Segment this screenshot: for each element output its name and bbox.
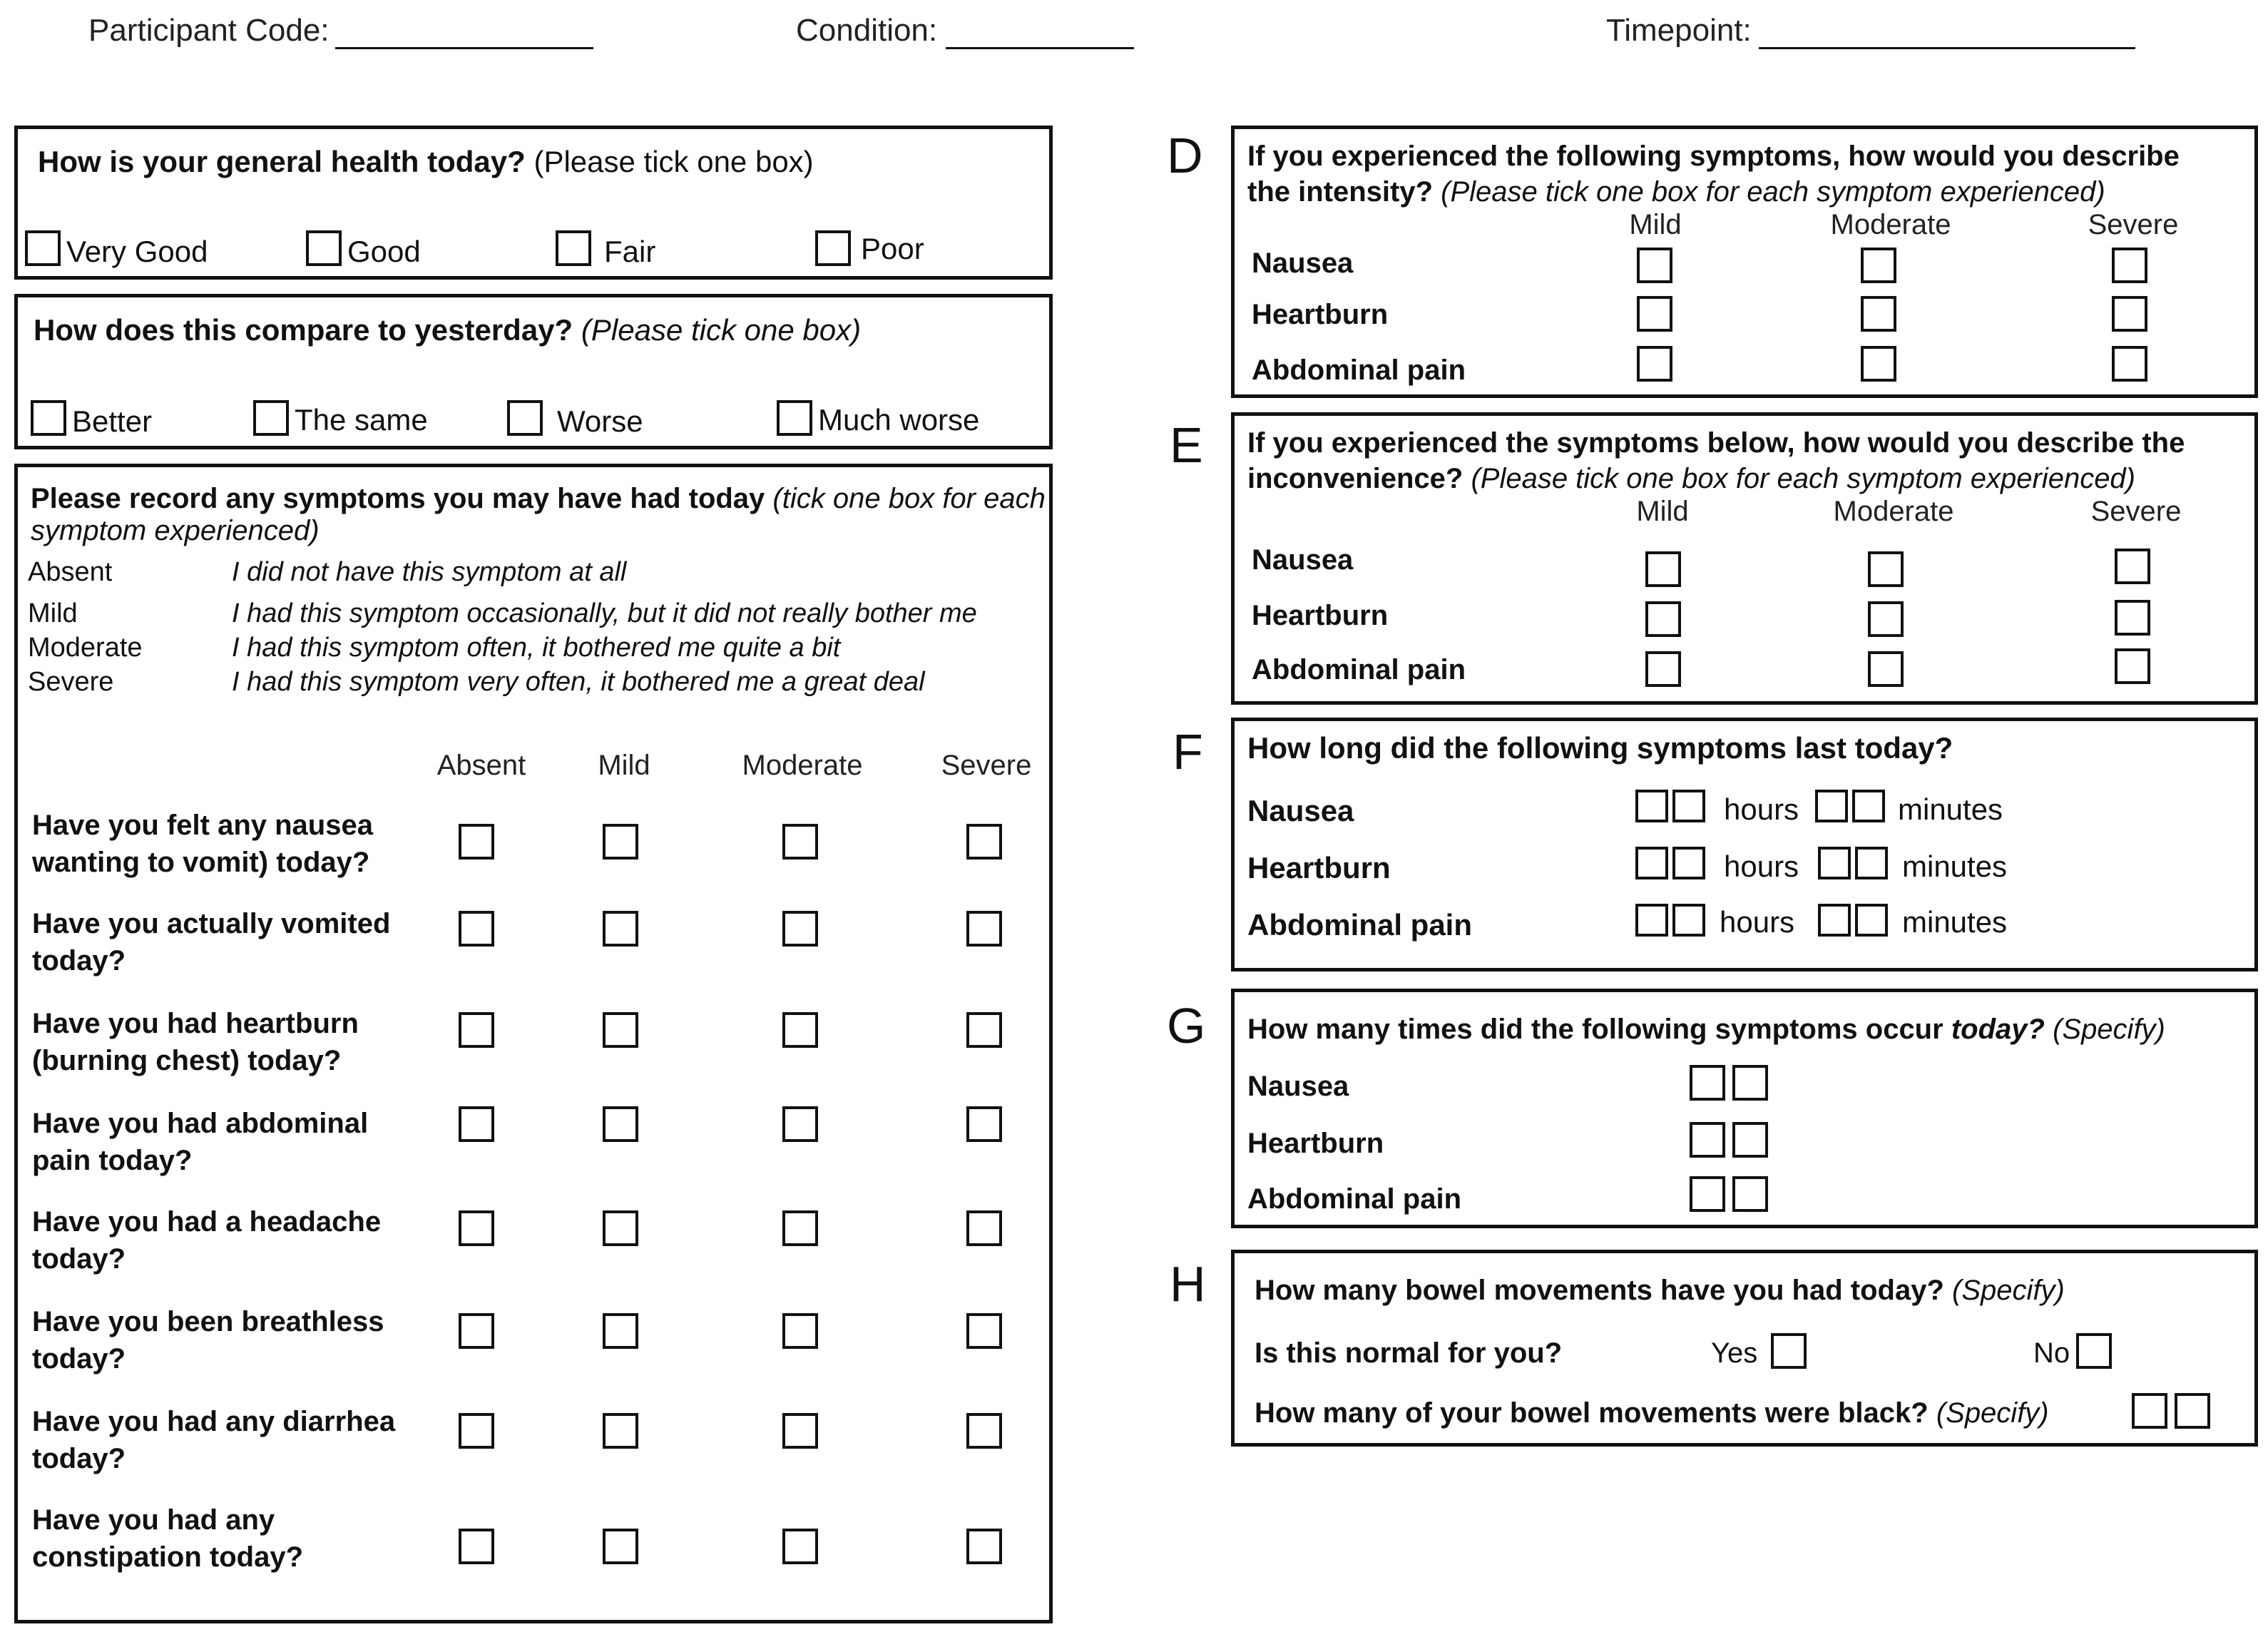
symptom-checkbox[interactable]	[459, 1413, 494, 1449]
section-d-checkbox[interactable]	[2112, 296, 2147, 332]
section-g-count-digit[interactable]	[1732, 1122, 1768, 1158]
compare-checkbox-much-worse[interactable]	[777, 400, 812, 436]
compare-option-label: Worse	[557, 404, 643, 438]
participant-code-field[interactable]	[335, 47, 593, 49]
legend-term: Severe	[28, 667, 114, 697]
legend-definition: I had this symptom often, it bothered me quite a bit	[232, 633, 841, 663]
symptom-question: Have you had any constipation today?	[32, 1504, 303, 1573]
section-g-count-digit[interactable]	[1732, 1176, 1768, 1212]
symptom-checkbox[interactable]	[966, 1529, 1002, 1564]
legend-definition: I had this symptom occasionally, but it did not really bother me	[232, 598, 977, 628]
symptom-checkbox[interactable]	[603, 1106, 638, 1142]
section-g-row-label: Heartburn	[1247, 1128, 1384, 1159]
section-e-row-label: Nausea	[1252, 544, 1354, 576]
section-f-question: How long did the following symptoms last today?	[1247, 731, 1953, 765]
compare-yesterday-panel	[14, 294, 1053, 449]
section-f-hours-digit[interactable]	[1635, 847, 1668, 879]
section-d-checkbox[interactable]	[1861, 248, 1896, 283]
section-e-instruction: (Please tick one box for each symptom experienced)	[1471, 463, 2135, 494]
section-g-question: How many times did the following symptoms occur	[1247, 1014, 1943, 1045]
symptom-question: Have you had abdominal pain today?	[32, 1108, 369, 1176]
column-header-mild: Mild	[598, 750, 650, 781]
section-f-minutes-label: minutes	[1902, 850, 2008, 883]
section-d-row-label: Nausea	[1252, 248, 1354, 279]
section-d-checkbox[interactable]	[2112, 346, 2147, 382]
symptom-question: Have you actually vomited today?	[32, 908, 391, 976]
section-g-row-label: Abdominal pain	[1247, 1183, 1461, 1215]
section-f-minutes-digit[interactable]	[1855, 904, 1888, 937]
compare-yesterday-question-line	[34, 313, 861, 347]
general-health-checkbox-very-good[interactable]	[25, 230, 61, 266]
section-f-hours-digit[interactable]	[1672, 790, 1705, 822]
section-e-checkbox[interactable]	[2115, 648, 2150, 684]
column-header-absent: Absent	[436, 750, 526, 781]
section-d-checkbox[interactable]	[1861, 296, 1896, 332]
section-d-checkbox[interactable]	[1861, 346, 1896, 382]
section-h-yes-label: Yes	[1711, 1337, 1758, 1369]
compare-option-label: Better	[72, 404, 153, 438]
symptom-checkbox[interactable]	[782, 1413, 818, 1449]
section-d-row-label: Heartburn	[1252, 299, 1389, 330]
section-h-yes-checkbox[interactable]	[1771, 1333, 1807, 1369]
column-header-severe: Severe	[941, 750, 1032, 781]
participant-code-label: Participant Code:	[88, 13, 330, 48]
symptom-checkbox[interactable]	[603, 1413, 638, 1449]
general-health-checkbox-fair[interactable]	[556, 230, 591, 266]
section-f-hours-digit[interactable]	[1672, 847, 1705, 879]
timepoint-field[interactable]	[1759, 47, 2135, 49]
symptom-question: Have you had any diarrhea today?	[32, 1406, 396, 1474]
symptom-checkbox[interactable]	[459, 911, 494, 947]
symptom-checkbox[interactable]	[966, 1413, 1002, 1449]
symptom-checkbox[interactable]	[966, 1210, 1002, 1246]
section-d-letter: D	[1167, 128, 1203, 183]
section-g-row-label: Nausea	[1247, 1071, 1349, 1102]
section-f-minutes-label: minutes	[1902, 905, 2008, 939]
symptom-checkbox[interactable]	[603, 824, 638, 860]
section-d-checkbox[interactable]	[1637, 346, 1672, 382]
timepoint-label: Timepoint:	[1606, 13, 1752, 48]
symptom-checkbox[interactable]	[459, 1313, 494, 1349]
legend-term: Moderate	[28, 633, 143, 663]
section-e-checkbox[interactable]	[1645, 551, 1681, 587]
symptom-question: Have you had heartburn (burning chest) today?	[32, 1008, 359, 1076]
symptom-checkbox[interactable]	[782, 1529, 818, 1564]
section-f-letter: F	[1173, 724, 1203, 780]
section-h-q3-instruction: (Specify)	[1936, 1397, 2049, 1429]
section-e-question: If you experienced the symptoms below, how would you describe the	[1247, 427, 2185, 459]
symptom-question: Have you had a headache today?	[32, 1206, 382, 1275]
symptom-checkbox[interactable]	[782, 911, 818, 947]
symptom-checkbox[interactable]	[966, 911, 1002, 947]
section-h-letter: H	[1170, 1256, 1206, 1312]
section-g-question-line	[1247, 1014, 2165, 1046]
section-e-checkbox[interactable]	[2115, 600, 2150, 636]
section-f-hours-digit[interactable]	[1635, 904, 1668, 937]
section-f-minutes-digit[interactable]	[1818, 904, 1851, 937]
section-f-panel	[1231, 718, 2258, 972]
symptom-question: Have you felt any nausea wanting to vomit) today?	[32, 810, 373, 878]
section-e-checkbox[interactable]	[1868, 651, 1904, 687]
compare-yesterday-question: How does this compare to yesterday?	[34, 313, 573, 347]
section-e-checkbox[interactable]	[1645, 651, 1681, 687]
legend-term: Absent	[28, 557, 113, 587]
section-d-col-moderate: Moderate	[1830, 209, 1951, 240]
legend-definition: I did not have this symptom at all	[232, 557, 627, 587]
section-h-q1-instruction: (Specify)	[1952, 1275, 2065, 1306]
section-e-row-label: Heartburn	[1252, 600, 1389, 631]
general-health-checkbox-poor[interactable]	[815, 230, 851, 266]
section-g-instruction: (Specify)	[2053, 1014, 2165, 1045]
symptom-checkbox[interactable]	[603, 911, 638, 947]
section-g-panel	[1231, 989, 2258, 1228]
section-g-count-digit[interactable]	[1732, 1065, 1768, 1101]
section-f-row-label: Heartburn	[1247, 851, 1391, 884]
section-h-q2: Is this normal for you?	[1255, 1337, 1563, 1369]
symptom-checkbox[interactable]	[782, 824, 818, 860]
condition-label: Condition:	[796, 13, 938, 48]
symptom-question: Have you been breathless today?	[32, 1306, 384, 1375]
section-g-count-digit[interactable]	[1690, 1122, 1725, 1158]
general-health-option-label: Very Good	[66, 235, 208, 268]
symptom-checkbox[interactable]	[966, 1012, 1002, 1048]
symptom-checkbox[interactable]	[966, 1313, 1002, 1349]
section-d-panel	[1231, 126, 2258, 398]
section-h-no-label: No	[2033, 1337, 2070, 1369]
section-d-checkbox[interactable]	[1637, 248, 1672, 283]
section-f-hours-digit[interactable]	[1672, 904, 1705, 937]
general-health-option-label: Fair	[604, 235, 656, 268]
symptom-checkbox[interactable]	[782, 1210, 818, 1246]
symptoms-heading: Please record any symptoms you may have had today	[31, 483, 765, 514]
symptom-checkbox[interactable]	[782, 1313, 818, 1349]
section-d-checkbox[interactable]	[1637, 296, 1672, 332]
legend-definition: I had this symptom very often, it bothered me a great deal	[232, 667, 925, 697]
symptom-checkbox[interactable]	[782, 1012, 818, 1048]
section-f-row-label: Abdominal pain	[1247, 908, 1472, 942]
symptom-checkbox[interactable]	[782, 1106, 818, 1142]
symptom-checkbox[interactable]	[966, 1106, 1002, 1142]
section-g-count-digit[interactable]	[1690, 1176, 1725, 1212]
section-f-minutes-digit[interactable]	[1855, 847, 1888, 879]
compare-yesterday-instruction: (Please tick one box)	[581, 313, 862, 347]
section-e-checkbox[interactable]	[2115, 549, 2150, 584]
section-d-question: If you experienced the following symptoms, how would you describe	[1247, 141, 2180, 172]
condition-field[interactable]	[946, 47, 1134, 49]
general-health-panel	[14, 126, 1053, 280]
symptom-checkbox[interactable]	[603, 1210, 638, 1246]
column-header-moderate: Moderate	[742, 750, 863, 781]
general-health-option-label: Good	[347, 235, 421, 268]
general-health-instruction: (Please tick one box)	[533, 145, 814, 178]
section-g-count-digit[interactable]	[1690, 1065, 1725, 1101]
section-h-q3: How many of your bowel movements were black?	[1255, 1397, 1929, 1429]
section-f-minutes-digit[interactable]	[1815, 790, 1848, 822]
section-h-panel	[1231, 1250, 2258, 1447]
general-health-option-label: Poor	[861, 232, 924, 265]
symptom-checkbox[interactable]	[603, 1313, 638, 1349]
section-f-row-label: Nausea	[1247, 794, 1354, 827]
compare-option-label: Much worse	[818, 403, 980, 437]
symptom-checkbox[interactable]	[966, 824, 1002, 860]
section-d-question-line2: the intensity? (Please tick one box for each symptom experienced)	[1247, 176, 2105, 208]
section-e-letter: E	[1170, 417, 1203, 473]
section-f-hours-label: hours	[1724, 850, 1799, 883]
compare-checkbox-worse[interactable]	[507, 400, 543, 436]
legend-term: Mild	[28, 598, 78, 628]
section-e-col-moderate: Moderate	[1833, 496, 1954, 527]
section-e-question-line2: inconvenience? (Please tick one box for each symptom experienced)	[1247, 463, 2135, 494]
section-f-minutes-label: minutes	[1898, 792, 2003, 826]
section-e-panel	[1231, 412, 2258, 705]
section-d-col-mild: Mild	[1629, 209, 1682, 240]
section-e-col-severe: Severe	[2090, 496, 2182, 527]
section-h-black-count-digit[interactable]	[2132, 1393, 2167, 1429]
symptoms-instruction: (tick one box for each symptom experienced)	[31, 483, 1046, 546]
section-f-minutes-digit[interactable]	[1852, 790, 1885, 822]
section-f-minutes-digit[interactable]	[1818, 847, 1851, 879]
section-e-checkbox[interactable]	[1868, 601, 1904, 637]
section-d-row-label: Abdominal pain	[1252, 355, 1466, 386]
section-d-checkbox[interactable]	[2112, 248, 2147, 283]
general-health-question: How is your general health today?	[38, 145, 526, 178]
section-e-checkbox[interactable]	[1868, 551, 1904, 587]
section-h-q3-line	[1255, 1397, 2049, 1429]
symptom-checkbox[interactable]	[603, 1529, 638, 1564]
section-d-col-severe: Severe	[2088, 209, 2179, 240]
compare-checkbox-the-same[interactable]	[253, 400, 289, 436]
general-health-question-line	[38, 145, 814, 179]
section-h-q1-line	[1255, 1275, 2065, 1307]
symptom-checkbox[interactable]	[459, 1106, 494, 1142]
section-h-q1: How many bowel movements have you had today?	[1255, 1275, 1944, 1306]
symptom-checkbox[interactable]	[459, 824, 494, 860]
section-h-no-checkbox[interactable]	[2076, 1333, 2112, 1369]
section-h-black-count-digit[interactable]	[2175, 1393, 2210, 1429]
section-d-instruction: (Please tick one box for each symptom experienced)	[1441, 176, 2105, 208]
section-f-hours-label: hours	[1724, 792, 1799, 826]
section-g-letter: G	[1167, 998, 1206, 1054]
section-e-row-label: Abdominal pain	[1252, 654, 1466, 685]
section-f-hours-digit[interactable]	[1635, 790, 1668, 822]
symptom-checkbox[interactable]	[459, 1529, 494, 1564]
symptom-checkbox[interactable]	[459, 1012, 494, 1048]
symptom-checkbox[interactable]	[459, 1210, 494, 1246]
compare-option-label: The same	[295, 403, 428, 437]
section-g-question-emph: today?	[1951, 1014, 2045, 1045]
symptoms-today-panel	[14, 464, 1053, 1623]
symptom-checkbox[interactable]	[603, 1012, 638, 1048]
section-f-hours-label: hours	[1720, 905, 1795, 939]
section-e-checkbox[interactable]	[1645, 601, 1681, 637]
symptoms-heading-line	[31, 483, 1049, 547]
section-e-col-mild: Mild	[1636, 496, 1689, 527]
general-health-checkbox-good[interactable]	[306, 230, 342, 266]
compare-checkbox-better[interactable]	[31, 400, 66, 436]
